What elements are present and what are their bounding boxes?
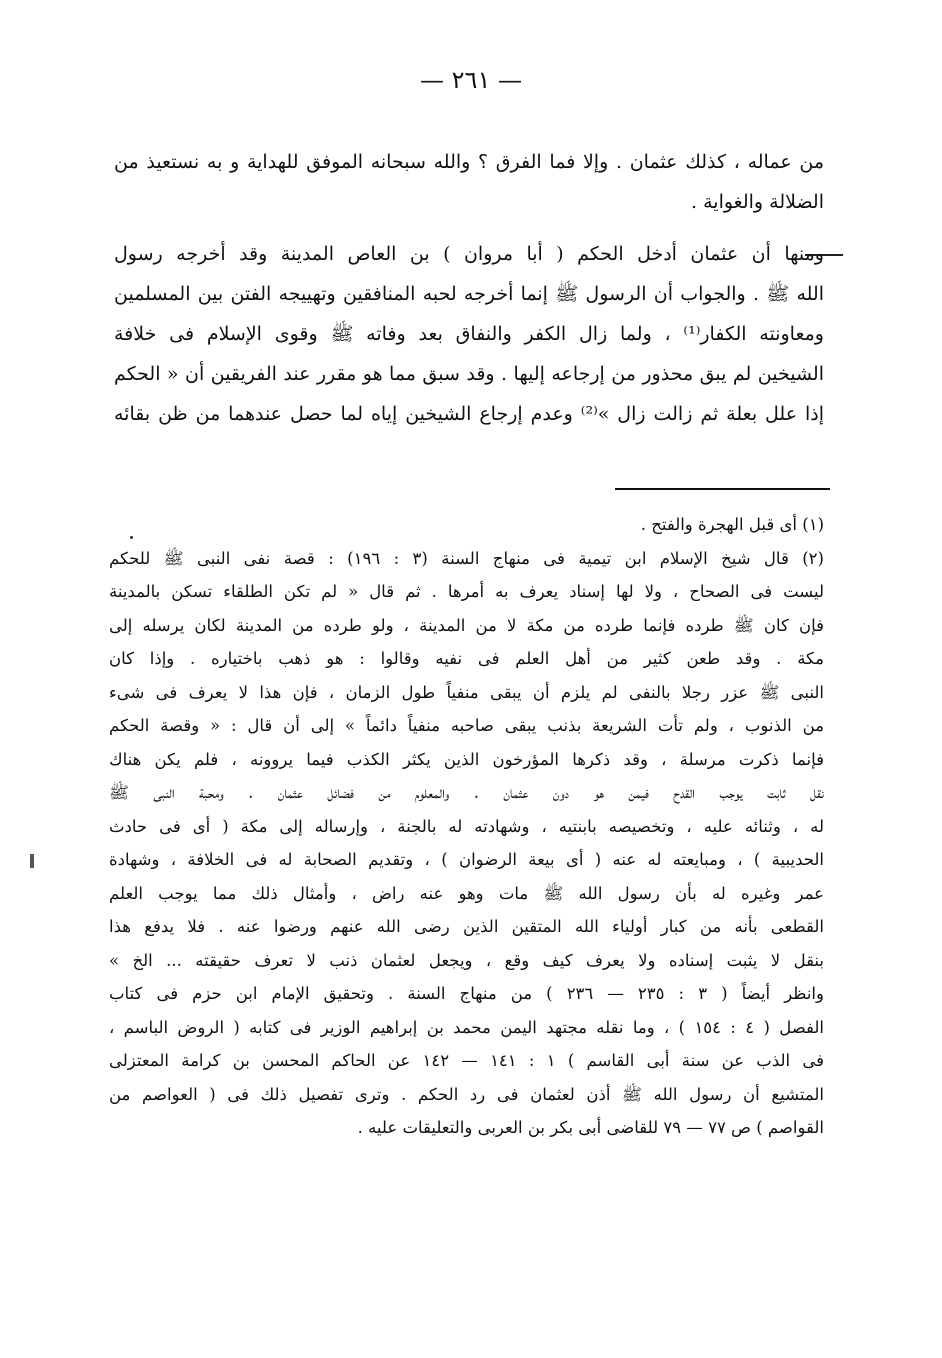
footnote-line: الحديبية ) ، ومبايعته له عنه ( أى بيعة الرضوان ) ، وتقديم الصحابة له فى الخلافة ، وشهادة: [109, 850, 824, 869]
footnote-line: القطعى بأنه من كبار أولياء الله المتقين الذين رضى الله عنهم ورضوا عنه . فلا يدفع هذا: [109, 917, 824, 936]
footnote-line: بنقل لا يثبت إسناده ولا يعرف كيف وقع ، ويجعل لعثمان ذنب لا تعرف حقيقته ... الخ »: [109, 950, 824, 970]
footnote-line: ليست فى الصحاح ، ولا لها إسناد يعرف به أمرها . ثم قال « لم تكن الطلقاء تسكن بالمدينة: [109, 582, 824, 601]
text-line: الشيخين لم يبق محذور من إرجاعه إليها . وقد سبق مما هو مقرر عند الفريقين أن « الحكم: [114, 363, 824, 385]
scan-edge-mark: [30, 854, 34, 868]
footnote-line: المتشيع أن رسول الله ﷺ أذن لعثمان فى رد الحكم . وترى تفصيل ذلك فى ( العواصم من: [109, 1084, 824, 1104]
page-number: — ٢٦١ —: [420, 66, 522, 94]
footnote-line: فإن كان ﷺ طرده فإنما طرده من مكة لا من المدينة ، ولو طرده من المدينة لكان يرسله إلى: [109, 615, 824, 635]
text-line: إذا علل بعلة ثم زالت زال »⁽²⁾ وعدم إرجاع الشيخين إياه لما حصل عندهما من ظن بقائه: [114, 403, 824, 425]
text-line: ومنها أن عثمان أدخل الحكم ( أبا مروان ) بن العاص المدينة وقد أخرجه رسول: [114, 243, 824, 265]
footnote-1: [109, 508, 824, 542]
text-line: الله ﷺ . والجواب أن الرسول ﷺ إنما أخرجه لحبه المنافقين وتهييجه الفتن بين المسلمين: [114, 283, 824, 305]
footnote-separator: [615, 488, 830, 490]
scan-speck: [130, 536, 133, 539]
footnote-line: الفصل ( ٤ : ١٥٤ ) ، وما نقله مجتهد اليمن محمد بن إبراهيم الوزير فى كتابه ( الروض الباسم ،: [109, 1017, 824, 1037]
footnote-line: فإنما ذكرت مرسلة ، وقد ذكرها المؤرخون الذين يكثر الكذب فيما يروونه ، فلم يكن هناك: [109, 749, 824, 769]
footnotes: [109, 508, 824, 1145]
footnote-2: [109, 542, 824, 1145]
footnote-line: (٢) قال شيخ الإسلام ابن تيمية فى منهاج السنة (٣ : ١٩٦) : قصة نفى النبى ﷺ للحكم: [109, 548, 824, 568]
footnote-line: عمر وغيره له بأن رسول الله ﷺ مات وهو عنه راض ، وأمثال ذلك مما يوجب العلم: [109, 883, 824, 903]
footnote-line: له ، وثنائه عليه ، وتخصيصه بابنتيه ، وشهادته له بالجنة ، وإرساله إلى مكة ( أى فى حادث: [109, 816, 824, 836]
text-line: ومعاونته الكفار⁽¹⁾ ، ولما زال الكفر والنفاق بعد وفاته ﷺ وقوى الإسلام فى خلافة: [114, 323, 824, 345]
footnote-line: من الذنوب ، ولم تأت الشريعة بذنب يبقى صاحبه منفياً دائماً » إلى أن قال : « وقصة الحكم: [109, 716, 824, 735]
paragraph-1: [114, 142, 824, 222]
text-line: الضلالة والغواية .: [691, 191, 824, 213]
footnote-line: القواصم ) ص ٧٧ — ٧٩ للقاضى أبى بكر بن العربى والتعليقات عليه .: [357, 1118, 824, 1137]
paragraph-2: [114, 234, 824, 434]
footnote-line: النبى ﷺ عزر رجلا بالنفى لم يلزم أن يبقى منفياً طول الزمان ، فإن هذا لا يعرف فى شىء: [109, 682, 824, 702]
text-line: من عماله ، كذلك عثمان . وإلا فما الفرق ؟ والله سبحانه الموفق للهداية و به نستعيذ من: [114, 151, 824, 173]
footnote-line: وانظر أيضاً ( ٣ : ٢٣٥ — ٢٣٦ ) من منهاج السنة . وتحقيق الإمام ابن حزم فى كتاب: [109, 984, 824, 1003]
footnote-line: فى الذب عن سنة أبى القاسم ) ١ : ١٤١ — ١٤٢ عن الحاكم المحسن بن كرامة المعتزلى: [109, 1051, 824, 1070]
footnote-line: مكة . وقد طعن كثير من أهل العلم فى نفيه وقالوا : هو ذهب باختياره . وإذا كان: [109, 649, 824, 668]
footnote-line: (١) أى قبل الهجرة والفتح .: [640, 515, 824, 534]
footnote-line: نقل ثابت يوجب القدح فيمن هو دون عثمان . والمعلوم من فضائل عثمان . ومحبة النبى ﷺ: [109, 783, 824, 802]
main-text: [114, 142, 824, 434]
